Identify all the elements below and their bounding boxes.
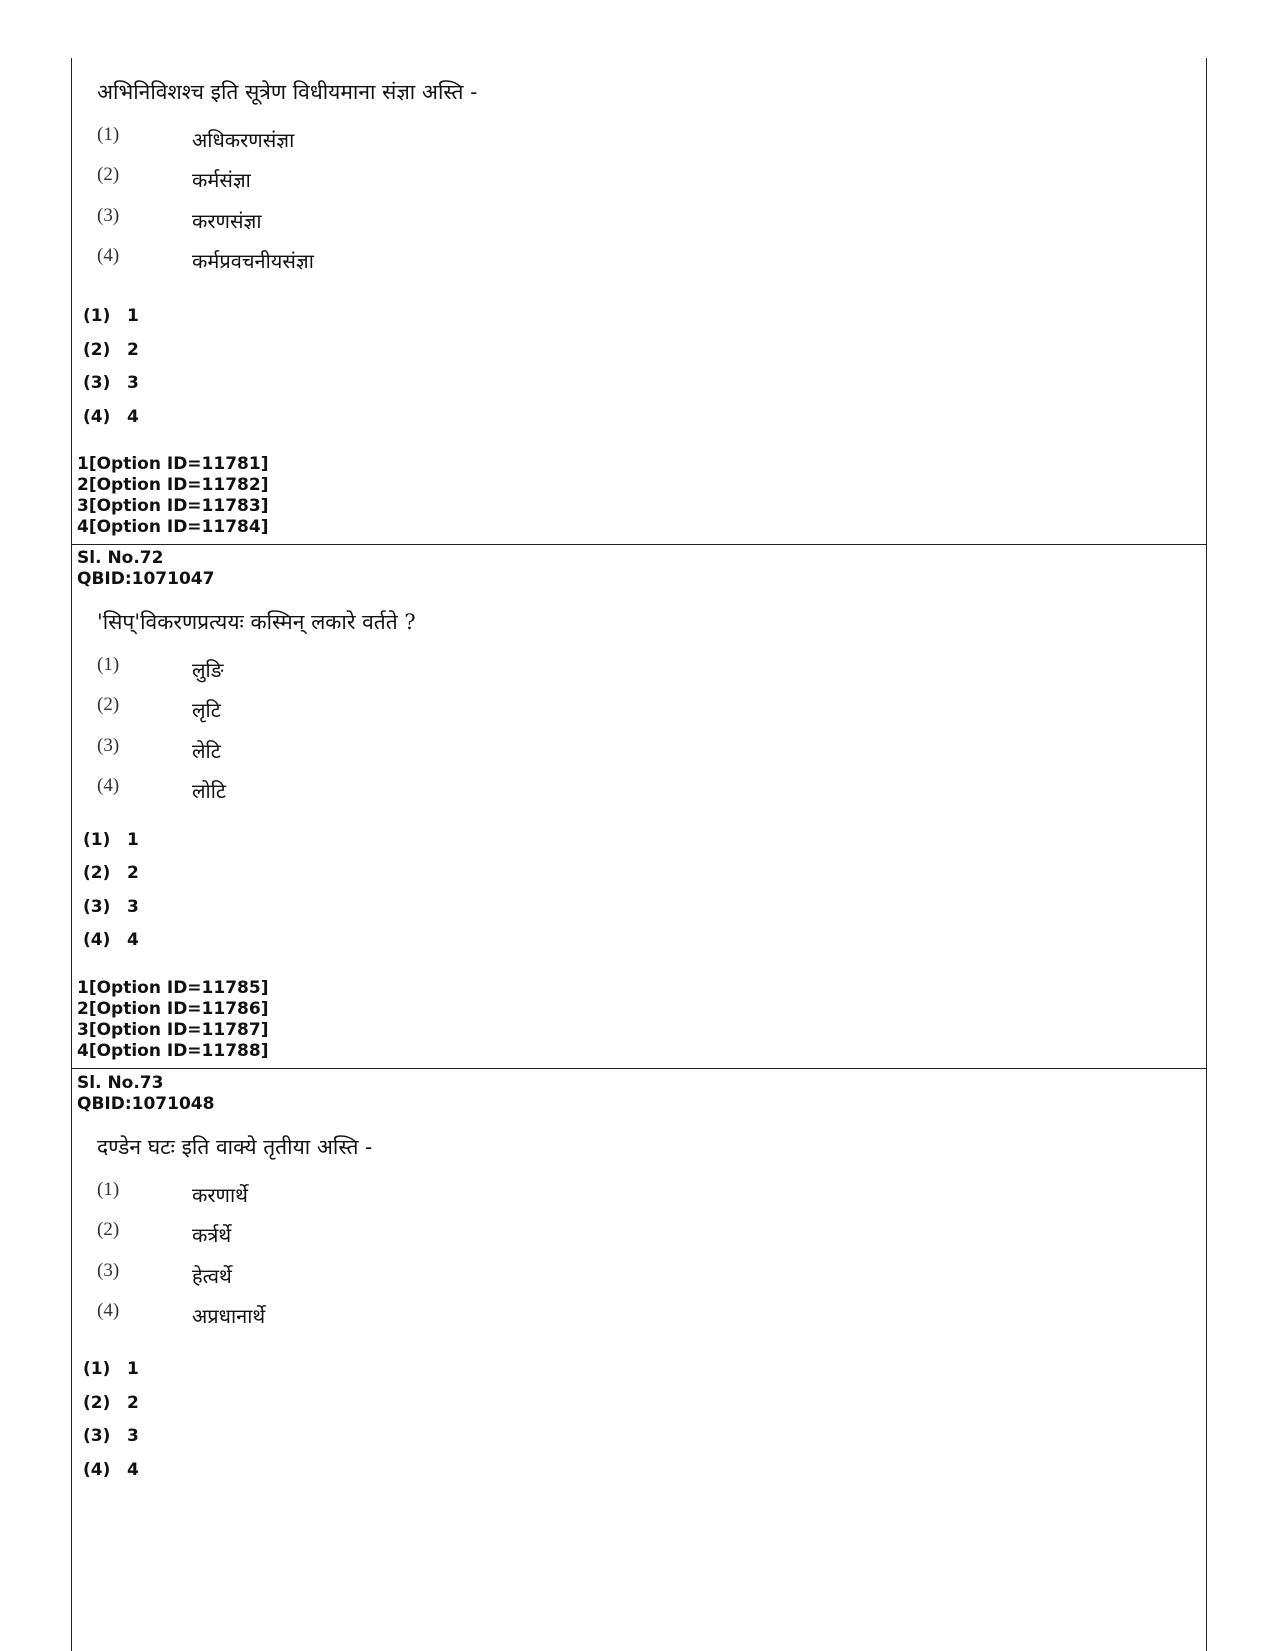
option-text: कर्मप्रवचनीयसंज्ञा bbox=[192, 249, 314, 273]
question-divider bbox=[72, 1068, 1206, 1069]
option-text: हेत्वर्थे bbox=[192, 1264, 232, 1288]
option-id: 2[Option ID=11786] bbox=[77, 999, 269, 1019]
option-id: 1[Option ID=11785] bbox=[77, 978, 269, 998]
answer-value: 2 bbox=[127, 1393, 139, 1413]
answer-value: 4 bbox=[127, 407, 139, 427]
answer-choice bbox=[83, 1359, 139, 1393]
question-divider bbox=[72, 544, 1206, 545]
answer-choice bbox=[83, 930, 139, 964]
answer-value: 1 bbox=[127, 306, 139, 326]
option-text: लृटि bbox=[192, 698, 221, 722]
option-text: लेटि bbox=[192, 739, 221, 763]
question-text: दण्डेन घटः इति वाक्ये तृतीया अस्ति - bbox=[97, 1135, 373, 1159]
option-number: (3) bbox=[97, 205, 120, 226]
answer-number: (1) bbox=[83, 306, 111, 326]
answer-value: 3 bbox=[127, 1426, 139, 1446]
answer-value: 2 bbox=[127, 863, 139, 883]
option-number: (2) bbox=[97, 694, 120, 715]
qbid: QBID:1071047 bbox=[77, 569, 215, 589]
answer-number: (4) bbox=[83, 407, 111, 427]
answer-choice bbox=[83, 407, 139, 441]
answer-choice bbox=[83, 830, 139, 864]
option-number: (2) bbox=[97, 164, 120, 185]
option-id: 1[Option ID=11781] bbox=[77, 454, 269, 474]
answer-choice bbox=[83, 1426, 139, 1460]
answer-value: 2 bbox=[127, 340, 139, 360]
option-text: करणार्थे bbox=[192, 1183, 248, 1207]
option-text: अधिकरणसंज्ञा bbox=[192, 128, 295, 152]
option-number: (3) bbox=[97, 1260, 120, 1281]
answer-value: 4 bbox=[127, 930, 139, 950]
option-id: 2[Option ID=11782] bbox=[77, 475, 269, 495]
question-page-frame bbox=[71, 58, 1207, 1651]
answer-value: 3 bbox=[127, 897, 139, 917]
answer-choice bbox=[83, 897, 139, 931]
option-text: कर्मसंज्ञा bbox=[192, 168, 251, 192]
answer-choice bbox=[83, 373, 139, 407]
option-id: 3[Option ID=11787] bbox=[77, 1020, 269, 1040]
option-number: (1) bbox=[97, 124, 120, 145]
answer-choice bbox=[83, 1393, 139, 1427]
answer-choice bbox=[83, 340, 139, 374]
answer-choice bbox=[83, 863, 139, 897]
question-text: 'सिप्'विकरणप्रत्ययः कस्मिन् लकारे वर्तते ? bbox=[97, 610, 416, 634]
option-text: करणसंज्ञा bbox=[192, 209, 262, 233]
answer-number: (4) bbox=[83, 1460, 111, 1480]
option-number: (2) bbox=[97, 1219, 120, 1240]
question-text: अभिनिविशश्च इति सूत्रेण विधीयमाना संज्ञा अस्ति - bbox=[97, 80, 478, 104]
option-id: 4[Option ID=11784] bbox=[77, 517, 269, 537]
answer-number: (1) bbox=[83, 1359, 111, 1379]
answer-number: (3) bbox=[83, 897, 111, 917]
answer-number: (2) bbox=[83, 863, 111, 883]
option-id-list bbox=[77, 978, 268, 1062]
question-header bbox=[77, 1073, 214, 1115]
answer-value: 4 bbox=[127, 1460, 139, 1480]
answer-value: 1 bbox=[127, 1359, 139, 1379]
option-text: कर्त्रर्थे bbox=[192, 1223, 232, 1247]
answer-number: (3) bbox=[83, 373, 111, 393]
option-number: (1) bbox=[97, 1179, 120, 1200]
option-text: लोटि bbox=[192, 779, 226, 803]
option-text: अप्रधानार्थे bbox=[192, 1304, 266, 1328]
option-id: 4[Option ID=11788] bbox=[77, 1041, 269, 1061]
option-number: (4) bbox=[97, 1300, 120, 1321]
option-number: (4) bbox=[97, 245, 120, 266]
option-id-list bbox=[77, 454, 268, 538]
answer-number: (4) bbox=[83, 930, 111, 950]
serial-number: Sl. No.73 bbox=[77, 1073, 164, 1093]
option-number: (3) bbox=[97, 735, 120, 756]
answer-number: (2) bbox=[83, 340, 111, 360]
question-header bbox=[77, 548, 214, 590]
answer-number: (3) bbox=[83, 1426, 111, 1446]
answer-choice bbox=[83, 1460, 139, 1494]
qbid: QBID:1071048 bbox=[77, 1094, 215, 1114]
answer-value: 3 bbox=[127, 373, 139, 393]
serial-number: Sl. No.72 bbox=[77, 548, 164, 568]
answer-value: 1 bbox=[127, 830, 139, 850]
option-text: लुङि bbox=[192, 658, 224, 682]
answer-number: (2) bbox=[83, 1393, 111, 1413]
answer-choice bbox=[83, 306, 139, 340]
option-number: (4) bbox=[97, 775, 120, 796]
answer-number: (1) bbox=[83, 830, 111, 850]
option-id: 3[Option ID=11783] bbox=[77, 496, 269, 516]
option-number: (1) bbox=[97, 654, 120, 675]
